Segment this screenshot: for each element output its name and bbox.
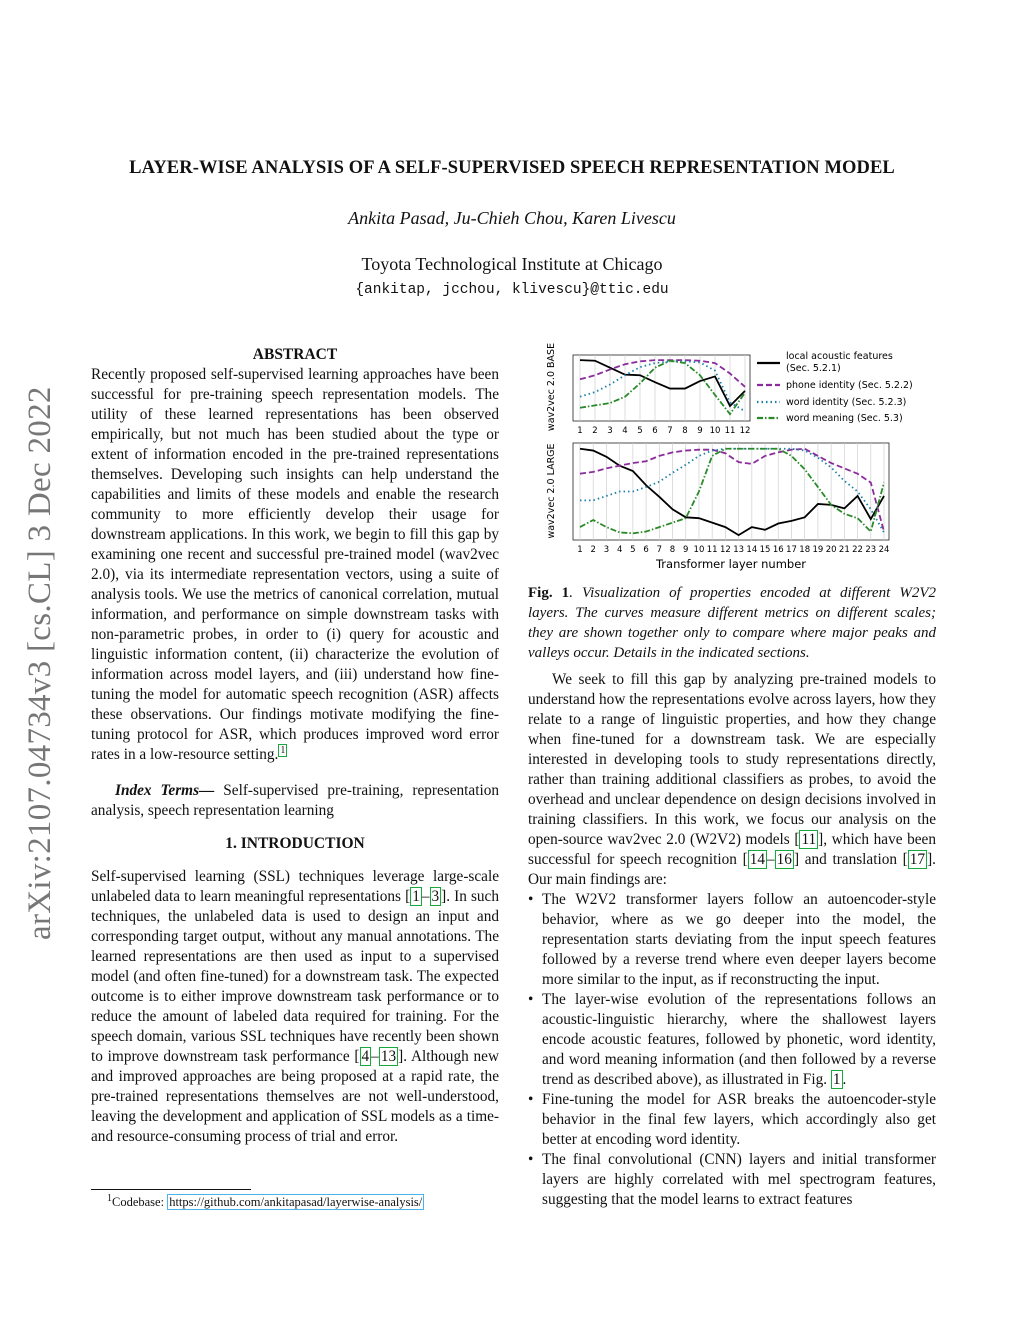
codebase-link[interactable]: https://github.com/ankitapasad/layerwise-analysis/ xyxy=(169,1195,423,1209)
large-plot xyxy=(573,443,889,555)
footnote-rule xyxy=(91,1189,251,1190)
x-tick-label: 22 xyxy=(852,545,863,555)
caption-label: Fig. 1 xyxy=(528,585,570,601)
x-tick-label: 10 xyxy=(693,545,705,555)
x-tick-label: 9 xyxy=(697,426,703,436)
cite-17[interactable]: 17 xyxy=(909,851,926,868)
x-tick-label: 4 xyxy=(622,426,628,436)
series-line-local-acoustic-features xyxy=(580,449,884,535)
x-tick-label: 16 xyxy=(772,545,784,555)
x-tick-label: 21 xyxy=(838,545,850,555)
abstract-heading: ABSTRACT xyxy=(252,346,338,363)
series-line-phone-identity xyxy=(580,449,884,532)
intro-dash-2: – xyxy=(371,1048,379,1065)
cite-13[interactable]: 13 xyxy=(380,1048,397,1065)
x-tick-label: 3 xyxy=(607,426,613,436)
caption-text: . Visualization of properties encoded at different W2V2 layers. The curves measure different metrics on different scales; they are shown together only to compare where major peaks and valleys occur. Details in the indicated sections. xyxy=(528,585,936,661)
x-tick-label: 24 xyxy=(878,545,890,555)
x-tick-label: 12 xyxy=(739,426,751,436)
x-tick-label: 6 xyxy=(652,426,658,436)
x-tick-label: 14 xyxy=(746,545,758,555)
legend-phone: phone identity (Sec. 5.2.2) xyxy=(786,380,913,391)
finding-3: • Fine-tuning the model for ASR breaks the autoencoder-style behavior in the final few layers, which accordingly also get better at encoding word identity. xyxy=(528,1090,936,1150)
findings-list xyxy=(528,890,936,1210)
figure-caption xyxy=(528,583,936,663)
right-dash: – xyxy=(767,851,775,868)
x-tick-label: 6 xyxy=(643,545,649,555)
x-tick-label: 2 xyxy=(592,426,598,436)
series-line-word-identity xyxy=(580,449,884,533)
x-tick-label: 11 xyxy=(724,426,736,436)
x-tick-label: 11 xyxy=(706,545,718,555)
footnote xyxy=(107,1194,507,1210)
x-tick-label: 13 xyxy=(733,545,745,555)
fig-ref-1[interactable]: 1 xyxy=(832,1071,841,1088)
x-tick-label: 18 xyxy=(799,545,811,555)
legend-word-identity: word identity (Sec. 5.2.3) xyxy=(786,397,907,408)
figure-1 xyxy=(540,343,940,575)
footnote-mark: 1 xyxy=(107,1192,112,1204)
arxiv-stamp: arXiv:2107.04734v3 [cs.CL] 3 Dec 2022 xyxy=(22,386,58,940)
large-xlabel: Transformer layer number xyxy=(655,557,807,571)
cite-1[interactable]: 1 xyxy=(412,888,420,905)
author-list: Ankita Pasad, Ju-Chieh Chou, Karen Livescu xyxy=(348,208,676,228)
footnote-ref-1[interactable]: 1 xyxy=(280,744,286,756)
finding-2-text: The layer-wise evolution of the representations follows an acoustic-linguistic hierarchy, where the shallowest layers encode acoustic features, followed by phonetic, word identity, and word meaning information (and then followed by a reverse trend as described above), as illustrated in Fig. xyxy=(542,991,936,1088)
abstract-body: Recently proposed self-supervised learning approaches have been successful for pre-training speech representation models. The utility of these learned representations has been observed empirically, but not much has been studied about the type or extent of information encoded in the pre-trained representations themselves. Developing such insights can help understand the capabilities and limits of these models and enable the research community to more efficiently develop their usage for downstream applications. In this work, we begin to fill this gap by examining one recent and successful pre-trained model (wav2vec 2.0), via its intermediate representation vectors, using a suite of analysis tools. We use the metrics of canonical correlation, mutual information, and performance on simple downstream tasks with non-parametric probes, in order to (i) query for acoustic and linguistic information content, (ii) characterize the evolution of information across model layers, and (iii) understand how fine-tuning the model for automatic speech recognition (ASR) affects these observations. Our findings motivate modifying the fine-tuning protocol for ASR, which produces improved word error rates in a low-resource setting. xyxy=(91,366,499,763)
intro-text-c: ]. Although new and improved approaches are being proposed at a rapid rate, the pre-trained representations themselves are not well-understood, leaving the development and application of SSL models as a time- and resource-consuming process of trial and error. xyxy=(91,1048,499,1145)
cite-3[interactable]: 3 xyxy=(431,888,440,905)
x-tick-label: 15 xyxy=(759,545,771,555)
x-tick-label: 8 xyxy=(682,426,688,436)
left-column xyxy=(91,345,499,1147)
right-column xyxy=(528,670,936,1210)
x-tick-label: 23 xyxy=(865,545,877,555)
intro-heading: 1. INTRODUCTION xyxy=(225,835,365,852)
legend-word-meaning: word meaning (Sec. 5.3) xyxy=(786,413,903,424)
x-tick-label: 8 xyxy=(669,545,676,555)
x-tick-label: 1 xyxy=(577,545,583,555)
right-text-d: ]. Our main findings are: xyxy=(528,851,936,888)
right-paragraph xyxy=(528,670,936,890)
x-tick-label: 20 xyxy=(825,545,837,555)
right-text-c: ] and translation [ xyxy=(793,851,908,868)
base-plot xyxy=(573,355,750,436)
intro-dash-1: – xyxy=(421,888,430,905)
x-tick-label: 9 xyxy=(683,545,689,555)
finding-4: • The final convolutional (CNN) layers and initial transformer layers are highly correlated with mel spectrogram features, suggesting that the model learns to extract features xyxy=(528,1150,936,1210)
cite-4[interactable]: 4 xyxy=(361,1048,370,1065)
cite-11[interactable]: 11 xyxy=(801,831,817,848)
x-tick-label: 19 xyxy=(812,545,824,555)
cite-16[interactable]: 16 xyxy=(776,851,792,868)
x-tick-label: 17 xyxy=(786,545,797,555)
x-tick-label: 5 xyxy=(630,545,636,555)
x-tick-label: 12 xyxy=(719,545,731,555)
x-tick-label: 5 xyxy=(637,426,643,436)
x-tick-label: 2 xyxy=(590,545,596,555)
finding-1: • The W2V2 transformer layers follow an autoencoder-style behavior, where as we go deeper into the model, the representation starts deviating from the input speech features followed by a reverse trend where even deeper layers become more similar to the input, as if reconstructing the input. xyxy=(528,890,936,990)
intro-text-b: ]. In such techniques, the unlabeled data is used to design an input and corresponding target output, without any manual annotations. The learned representations are then used as input to a supervised model (and often fine-tuned) for a downstream task. The expected outcome is to either improve downstream task performance or to reduce the amount of labeled data required for training. For the speech domain, various SSL techniques have recently been shown to improve downstream task performance [ xyxy=(91,888,499,1065)
legend-acoustic-sec: (Sec. 5.2.1) xyxy=(786,363,841,374)
large-ylabel: wav2vec 2.0 LARGE xyxy=(546,443,557,539)
legend xyxy=(757,351,913,424)
footnote-label: Codebase: xyxy=(112,1195,168,1209)
legend-acoustic: local acoustic features xyxy=(786,351,893,362)
cite-14[interactable]: 14 xyxy=(749,851,765,868)
base-ylabel: wav2vec 2.0 BASE xyxy=(546,343,557,432)
affiliation: Toyota Technological Institute at Chicago xyxy=(361,254,663,274)
x-tick-label: 3 xyxy=(603,545,610,555)
index-terms-text: Self-supervised pre-training, representation analysis, speech representation learning xyxy=(91,782,499,819)
x-tick-label: 4 xyxy=(616,545,623,555)
index-terms xyxy=(91,781,499,821)
x-tick-label: 1 xyxy=(577,426,583,436)
author-emails: {ankitap, jcchou, klivescu}@ttic.edu xyxy=(355,282,669,298)
x-tick-label: 7 xyxy=(667,426,673,436)
paper-title: LAYER-WISE ANALYSIS OF A SELF-SUPERVISED SPEECH REPRESENTATION MODEL xyxy=(129,158,895,178)
x-tick-label: 10 xyxy=(709,426,721,436)
abstract-text xyxy=(91,365,499,765)
right-text-a: We seek to fill this gap by analyzing pre-trained models to understand how the representations evolve across layers, how they relate to a range of linguistic properties, and how they change when fine-tuned for a downstream task. We are especially interested in developing tools to study representations directly, rather than training additional classifiers as probes, to avoid the overhead and unclear dependence on design decisions involved in training classifiers. In this work, we focus our analysis on the open-source wav2vec 2.0 (W2V2) models [ xyxy=(528,671,936,848)
intro-paragraph xyxy=(91,867,499,1147)
right-text-b: ], which have been successful for speech recognition [ xyxy=(528,831,936,868)
series-line-word-meaning xyxy=(580,449,884,534)
index-terms-label: Index Terms— xyxy=(115,782,215,799)
finding-2 xyxy=(528,990,936,1090)
finding-2-end: . xyxy=(842,1071,847,1088)
intro-text-a: Self-supervised learning (SSL) techniques leverage large-scale unlabeled data to learn meaningful representations [ xyxy=(91,868,499,905)
x-tick-label: 7 xyxy=(656,545,663,555)
